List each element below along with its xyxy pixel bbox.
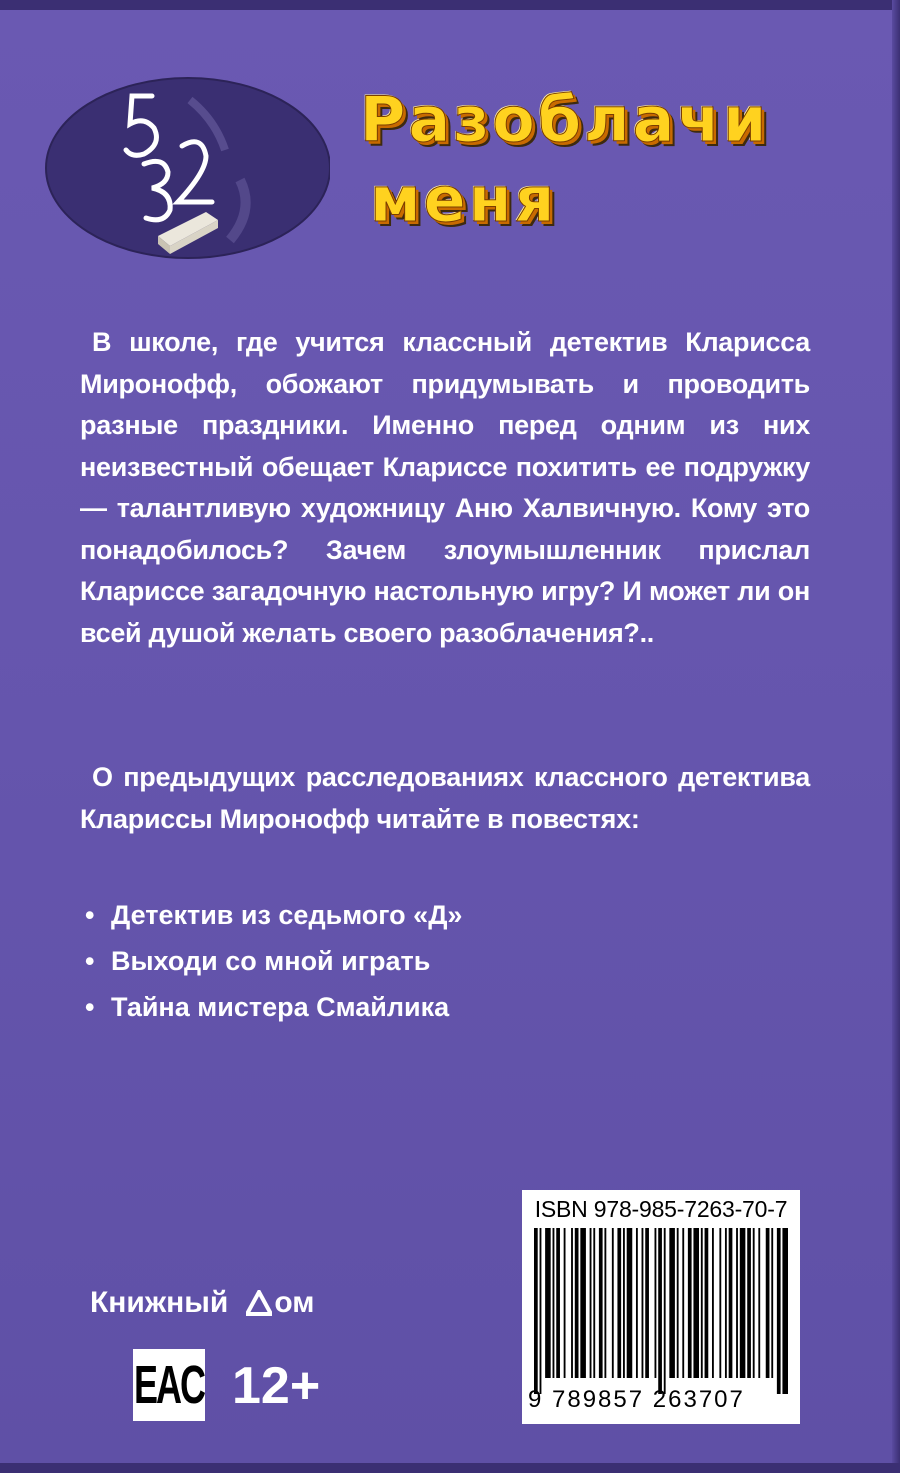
book-title: Выходи со мной играть bbox=[111, 946, 431, 976]
barcode-bar bbox=[642, 1228, 644, 1378]
barcode-bar bbox=[740, 1228, 746, 1378]
series-title bbox=[360, 80, 840, 240]
publisher-logo bbox=[90, 1286, 314, 1320]
barcode-bar bbox=[564, 1228, 566, 1378]
barcode-bar bbox=[580, 1228, 586, 1378]
previous-books-intro: О предыдущих расследованиях классного детектива Клариссы Миронофф читайте в повестях: bbox=[80, 762, 810, 834]
barcode-bar bbox=[753, 1228, 755, 1378]
eac-mark-text: EAC bbox=[133, 1353, 204, 1415]
isbn-barcode bbox=[522, 1190, 800, 1424]
barcode-bar bbox=[623, 1228, 625, 1378]
barcode-bar bbox=[617, 1228, 621, 1378]
barcode-bar bbox=[688, 1228, 692, 1378]
isbn-label: ISBN 978-985-7263-70-7 bbox=[534, 1196, 788, 1222]
series-title-line-1: Разоблачи bbox=[360, 83, 770, 156]
bullet: • bbox=[85, 992, 95, 1022]
book-title: Тайна мистера Смайлика bbox=[111, 992, 450, 1022]
barcode-bar bbox=[545, 1228, 551, 1378]
barcode-digits: 9 789857 263707 bbox=[528, 1386, 745, 1413]
barcode-bar bbox=[571, 1228, 573, 1378]
barcode-bar bbox=[682, 1228, 684, 1378]
barcode-bar bbox=[719, 1228, 721, 1378]
eac-certification-mark bbox=[133, 1349, 205, 1421]
previous-books-list bbox=[85, 892, 462, 1030]
barcode-bar bbox=[655, 1228, 657, 1378]
barcode-bar bbox=[575, 1228, 579, 1378]
publisher-name-part-2: ом bbox=[274, 1286, 315, 1319]
barcode-bar bbox=[705, 1228, 709, 1378]
barcode-bar bbox=[664, 1228, 666, 1394]
series-title-line-2: меня bbox=[370, 163, 558, 236]
barcode-bar bbox=[712, 1228, 714, 1378]
chalk-board-logo-icon bbox=[40, 60, 330, 280]
barcode-bar bbox=[636, 1228, 638, 1378]
barcode-bar bbox=[593, 1228, 595, 1378]
barcode-bar bbox=[645, 1228, 649, 1378]
barcode-bar bbox=[556, 1228, 560, 1378]
barcode-bar bbox=[534, 1228, 538, 1394]
cover-edge-bottom bbox=[0, 1463, 900, 1473]
bullet: • bbox=[85, 946, 95, 976]
barcode-bar bbox=[782, 1228, 788, 1394]
list-item bbox=[85, 892, 462, 938]
bullet: • bbox=[85, 900, 95, 930]
barcode-bar bbox=[677, 1228, 679, 1378]
barcode-bar bbox=[627, 1228, 633, 1378]
publisher-name-part-1: Книжный bbox=[90, 1286, 229, 1319]
barcode-bar bbox=[693, 1228, 699, 1378]
barcode-bar bbox=[777, 1228, 781, 1394]
barcode-bar bbox=[599, 1228, 603, 1378]
barcode-bar bbox=[669, 1228, 675, 1378]
delta-letter-icon bbox=[246, 1290, 272, 1316]
barcode-bar bbox=[747, 1228, 751, 1378]
barcode-bars bbox=[534, 1228, 788, 1394]
age-rating: 12+ bbox=[232, 1357, 321, 1415]
cover-edge-top bbox=[0, 0, 900, 10]
barcode-bar bbox=[736, 1228, 738, 1378]
barcode-bar bbox=[612, 1228, 614, 1378]
barcode-bar bbox=[590, 1228, 592, 1378]
barcode-bar bbox=[758, 1228, 760, 1378]
book-title: Детектив из седьмого «Д» bbox=[111, 900, 463, 930]
book-description: В школе, где учится классный детектив Кларисса Миронофф, обожают придумывать и проводить разные праздники. Именно перед одним из них неизвестный обещает Клариссе похитить ее подружку — талантливую художницу Аню Халвичную. Кому это понадобилось? Зачем злоумышленник прислал Клариссе загадочную настольную игру? И может ли он всей душой желать своего разоблачения?.. bbox=[80, 327, 810, 648]
barcode-bar bbox=[725, 1228, 727, 1378]
barcode-bar bbox=[766, 1228, 770, 1378]
barcode-bar bbox=[553, 1228, 555, 1378]
barcode-bar bbox=[771, 1228, 773, 1378]
barcode-bar bbox=[658, 1228, 662, 1394]
barcode-bar bbox=[540, 1228, 542, 1394]
list-item bbox=[85, 984, 462, 1030]
barcode-bar bbox=[729, 1228, 733, 1378]
list-item bbox=[85, 938, 462, 984]
barcode-bar bbox=[701, 1228, 703, 1378]
cover-edge-right bbox=[892, 0, 900, 1473]
barcode-bar bbox=[604, 1228, 606, 1378]
